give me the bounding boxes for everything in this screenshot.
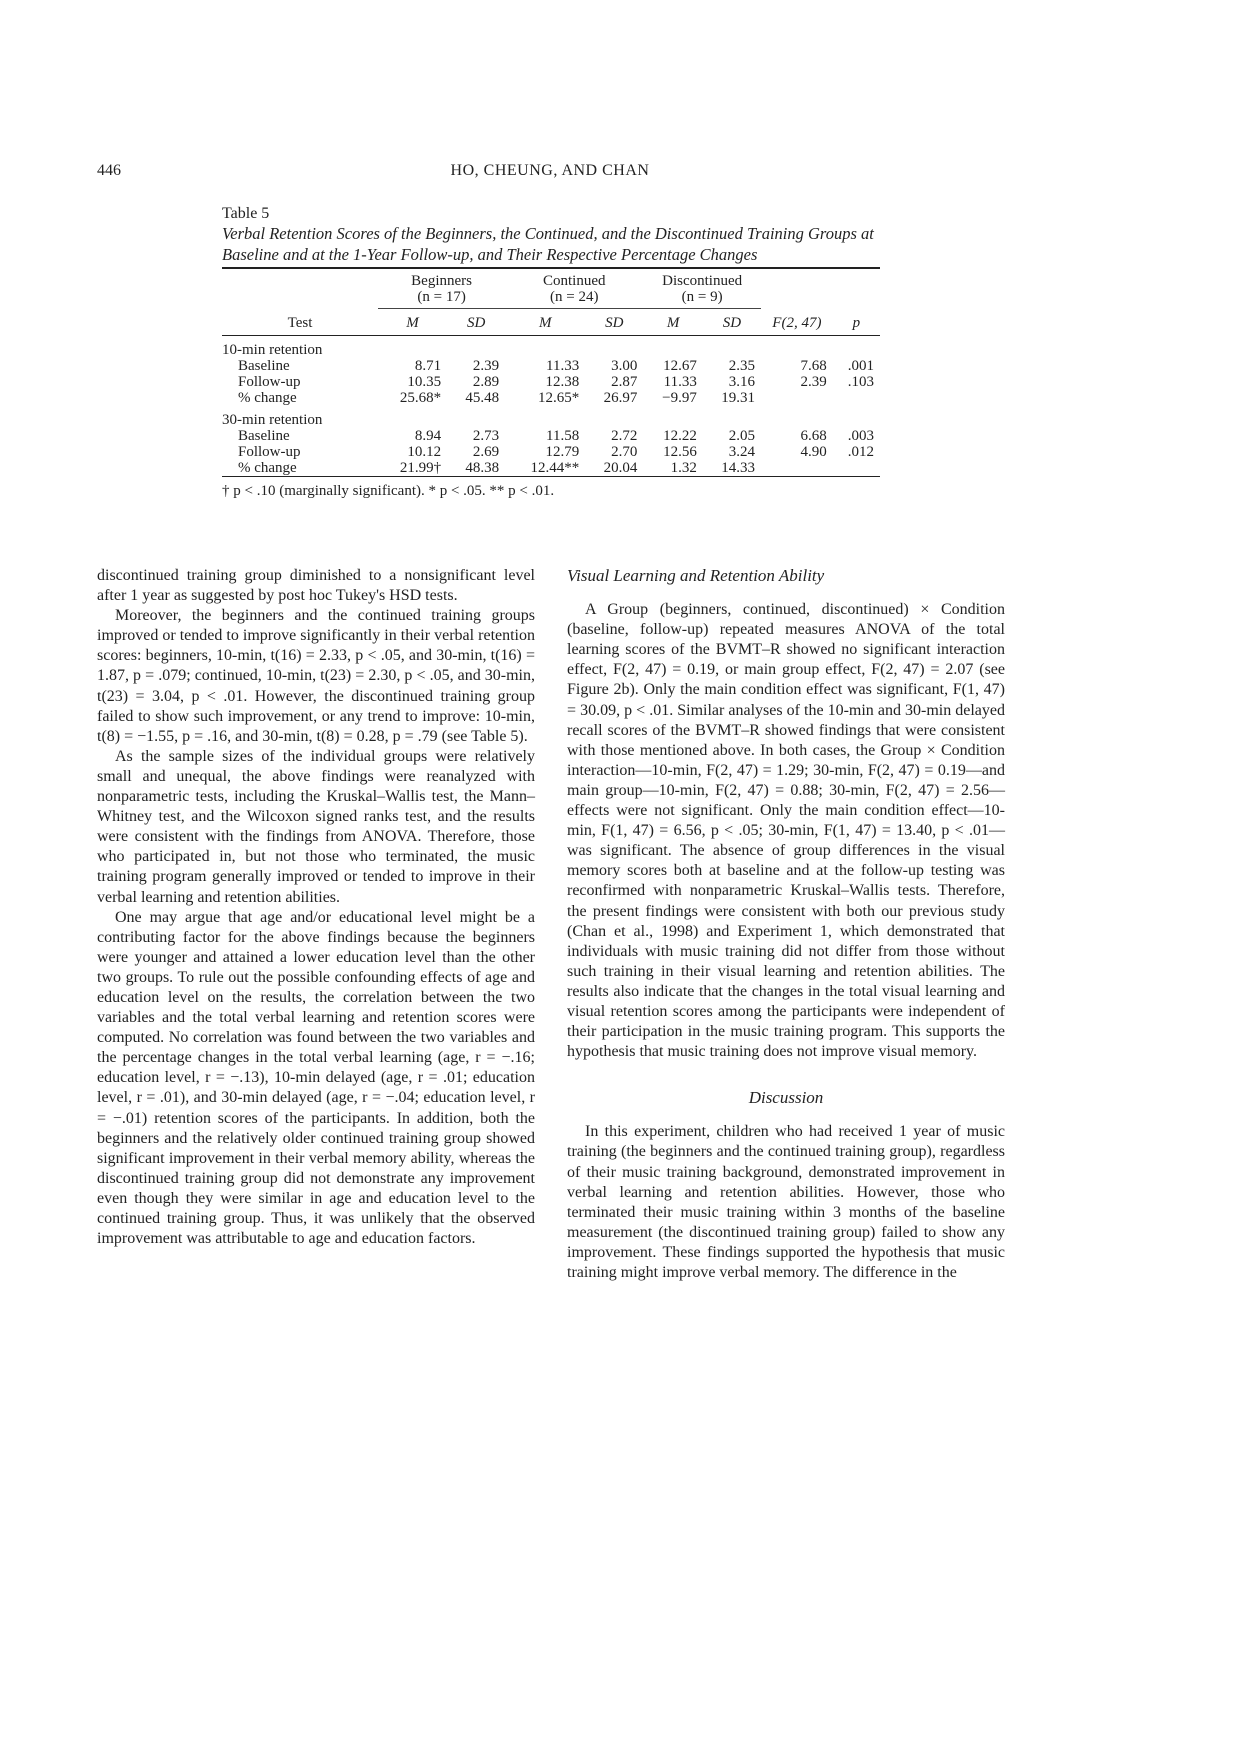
table-cell: 10.35 (407, 374, 442, 390)
table-note: † p < .10 (marginally significant). * p < .05. ** p < .01. (222, 483, 555, 499)
table-cell: 2.87 (611, 374, 638, 390)
table-caption: Verbal Retention Scores of the Beginners, the Continued, and the Discontinued Training Groups at Baseline and at the 1-Year Follow-up, and Their Respective Percentage Changes (222, 224, 874, 264)
table-cell: 2.05 (728, 428, 755, 444)
row-label: % change (238, 390, 297, 406)
table-cell: 11.58 (546, 428, 580, 444)
column-header: SD (466, 315, 486, 331)
row-label: Baseline (238, 358, 290, 374)
table-cell: 10.12 (407, 444, 442, 460)
table-5 (222, 205, 880, 500)
table-cell: 3.24 (728, 444, 755, 460)
table-cell: .103 (847, 374, 874, 390)
paragraph: One may argue that age and/or educational level might be a contributing factor for the above findings because the beginners were younger and attained a lower education level than the other two groups. To rule out the possible confounding effects of age and education level on the results, the correlation between the two variables and the total verbal learning and retention scores were computed. No correlation was found between the two variables and the percentage changes in the total verbal learning (age, r = −.16; education level, r = −.13), 10-min delayed (age, r = .01; education level, r = .01), and 30-min delayed (age, r = −.04; education level, r = −.01) retention scores of the participants. In addition, both the beginners and the relatively older continued training group showed significant improvement in their verbal memory ability, whereas the discontinued training group did not demonstrate any improvement even though they were similar in age and education level to the continued training group. Thus, it was unlikely that the observed improvement was attributable to age and education factors. (97, 908, 535, 1248)
table-cell: 2.69 (472, 444, 500, 460)
section-heading: Visual Learning and Retention Ability (567, 566, 825, 585)
right-column (567, 566, 1005, 1283)
table-cell: 26.97 (603, 390, 638, 406)
paragraph: As the sample sizes of the individual groups were relatively small and unequal, the above findings were reanalyzed with nonparametric tests, including the Kruskal–Wallis test, the Mann–Whitney test, and the Wilcoxon signed ranks test, and the results were consistent with the findings from ANOVA. Therefore, those who participated in, but not those who terminated, the music training program generally improved or tended to improve in their verbal learning and retention abilities. (97, 747, 535, 906)
table-cell: 21.99† (399, 460, 442, 476)
group-header: Continued (n = 24) (505, 268, 643, 309)
table-cell: 12.56 (663, 444, 697, 460)
data-table (222, 267, 880, 477)
table-cell: .003 (847, 428, 874, 444)
paragraph: Moreover, the beginners and the continued training groups improved or tended to improve significantly in their verbal retention scores: beginners, 10-min, t(16) = 2.33, p < .05, and 30-min, t(16) = 1.87, p = .079; continued, 10-min, t(23) = 2.30, p < .05, and 30-min, t(23) = 3.04, p < .01. However, the discontinued training group failed to show such improvement, or any trend to improve: 10-min, t(8) = −1.55, p = .16, and 30-min, t(8) = 0.28, p = .79 (see Table 5). (97, 607, 535, 745)
table-cell: 12.44** (530, 460, 580, 476)
table-cell: 20.04 (603, 460, 638, 476)
table-cell: .012 (847, 444, 874, 460)
group-header: Discontinued (n = 9) (643, 268, 761, 309)
table-cell: .001 (847, 358, 874, 374)
table-cell: 25.68* (399, 390, 442, 406)
column-header: F(2, 47) (772, 314, 822, 331)
running-head: HO, CHEUNG, AND CHAN (450, 162, 650, 179)
row-label: % change (238, 460, 297, 476)
left-column (97, 566, 535, 1249)
table-row (222, 428, 880, 444)
paragraph: A Group (beginners, continued, discontinued) × Condition (baseline, follow-up) repeated measures ANOVA of the total learning scores of the BVMT–R showed no significant interaction effect, F(2, 47) = 0.19, or main group effect, F(2, 47) = 2.07 (see Figure 2b). Only the main condition effect was significant, F(1, 47) = 30.09, p < .01. Similar analyses of the 10-min and 30-min delayed recall scores of the BVMT–R showed findings that were consistent with those mentioned above. In both cases, the Group × Condition interaction—10-min, F(2, 47) = 1.29; 30-min, F(2, 47) = 0.19—and main group—10-min, F(2, 47) = 0.88; 30-min, F(2, 47) = 2.56—effects were not significant. Only the main condition effect—10-min, F(1, 47) = 6.56, p < .05; 30-min, F(1, 47) = 13.40, p < .01—was significant. The absence of group differences in the visual memory scores both at baseline and at the follow-up testing was reconfirmed with nonparametric Kruskal–Wallis tests. Therefore, the present findings were consistent with both our previous study (Chan et al., 1998) and Experiment 1, which demonstrated that individuals with music training did not differ from those without such training in their visual learning and retention abilities. The results also indicate that the changes in the total visual learning and visual retention scores among the participants were independent of their participation in the music training program. This supports the hypothesis that music training does not improve visual memory. (567, 601, 1005, 1061)
table-cell: 1.32 (670, 460, 697, 476)
table-cell: 2.72 (611, 428, 638, 444)
table-cell: 3.00 (611, 358, 638, 374)
table-cell: 8.71 (414, 358, 442, 374)
table-cell: 3.16 (728, 374, 755, 390)
table-cell: 2.70 (611, 444, 638, 460)
page-number: 446 (97, 162, 121, 179)
discussion-heading: Discussion (748, 1088, 824, 1108)
column-header: p (852, 314, 861, 331)
table-cell: 11.33 (663, 374, 697, 390)
column-header: SD (722, 315, 742, 331)
table-cell: 2.39 (800, 374, 827, 390)
group-header: Beginners (n = 17) (378, 268, 505, 309)
column-header: SD (605, 315, 624, 331)
table-row (222, 444, 880, 460)
column-header: M (538, 315, 552, 331)
row-label: Baseline (238, 428, 290, 444)
row-label: Follow-up (238, 374, 301, 390)
table-cell: 2.89 (472, 374, 500, 390)
section-title: 10-min retention (222, 342, 323, 358)
table-cell: 2.35 (728, 358, 755, 374)
table-cell: 48.38 (465, 460, 500, 476)
table-cell: 12.67 (663, 358, 697, 374)
table-row (222, 374, 880, 390)
table-cell: 6.68 (800, 428, 827, 444)
table-cell: 14.33 (721, 460, 755, 476)
paragraph: discontinued training group diminished to a nonsignificant level after 1 year as suggested by post hoc Tukey's HSD tests. (97, 567, 535, 605)
table-row (222, 460, 880, 477)
table-cell: 4.90 (800, 444, 827, 460)
table-label: Table 5 (222, 205, 270, 222)
table-cell: 12.65* (537, 390, 580, 406)
table-cell: 12.38 (545, 374, 580, 390)
column-header: M (406, 315, 419, 331)
column-header: Test (287, 314, 313, 331)
table-cell (761, 390, 833, 406)
table-cell: −9.97 (662, 390, 697, 406)
table-cell: 12.79 (545, 444, 580, 460)
section-title: 30-min retention (222, 412, 323, 428)
table-cell: 8.94 (414, 428, 442, 444)
row-label: Follow-up (238, 444, 301, 460)
table-row (222, 358, 880, 374)
table-cell: 45.48 (465, 390, 500, 406)
table-cell: 2.73 (472, 428, 500, 444)
table-cell: 7.68 (800, 358, 827, 374)
column-header: M (666, 315, 680, 331)
table-cell: 11.33 (546, 358, 580, 374)
table-cell: 19.31 (721, 390, 755, 406)
table-cell (833, 460, 880, 477)
table-cell (833, 390, 880, 406)
table-cell: 2.39 (472, 358, 500, 374)
table-cell: 12.22 (663, 428, 697, 444)
paragraph: In this experiment, children who had received 1 year of music training (the beginners and the continued training group), regardless of their music training background, demonstrated improvement in verbal learning and retention abilities. However, those who terminated their music training within 3 months of the baseline measurement (the discontinued training group) failed to show any improvement. These findings supported the hypothesis that music training might improve verbal memory. The difference in the (567, 1123, 1005, 1281)
table-row (222, 390, 880, 406)
table-cell (761, 460, 833, 477)
